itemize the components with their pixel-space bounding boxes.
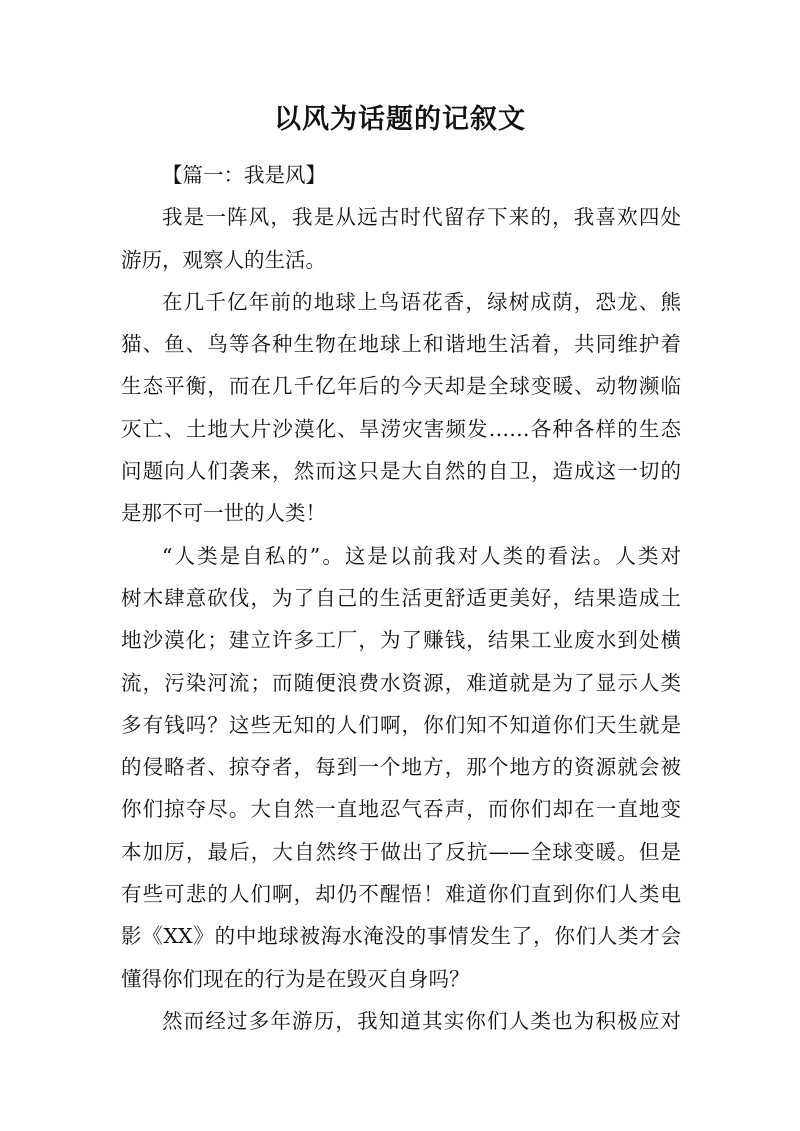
paragraph-line: 有些可悲的人们啊，却仍不醒悟！难道你们直到你们人类电 (121, 882, 681, 907)
document-title: 以风为话题的记叙文 (274, 104, 526, 135)
paragraph-line: 多有钱吗？这些无知的人们啊，你们知不知道你们天生就是 (121, 712, 681, 737)
paragraph-line: 的侵略者、掠夺者，每到一个地方，那个地方的资源就会被 (121, 755, 681, 780)
paragraph-line: 在几千亿年前的地球上鸟语花香，绿树成荫，恐龙、熊 (162, 289, 681, 314)
paragraph-line: 生态平衡，而在几千亿年后的今天却是全球变暖、动物濒临 (121, 374, 681, 399)
paragraph-line: 问题向人们袭来，然而这只是大自然的自卫，造成这一切的 (121, 459, 681, 484)
paragraph-line: 猫、鱼、鸟等各种生物在地球上和谐地生活着，共同维护着 (121, 332, 681, 357)
paragraph-line: 树木肆意砍伐，为了自己的生活更舒适更美好，结果造成土 (121, 585, 681, 610)
paragraph-line: 地沙漠化；建立许多工厂，为了赚钱，结果工业废水到处横 (121, 628, 681, 653)
paragraph-line: 本加厉，最后，大自然终于做出了反抗——全球变暖。但是 (121, 839, 681, 864)
section-heading: 【篇一：我是风】 (162, 163, 326, 187)
paragraph-line: 灭亡、土地大片沙漠化、旱涝灾害频发……各种各样的生态 (121, 416, 681, 441)
document-body (121, 154, 681, 1042)
paragraph-line: 影《XX》的中地球被海水淹没的事情发生了，你们人类才会 (121, 924, 681, 949)
paragraph-line: 我是一阵风，我是从远古时代留存下来的，我喜欢四处 (162, 205, 681, 230)
paragraph-line: 然而经过多年游历，我知道其实你们人类也为积极应对 (162, 1008, 681, 1033)
paragraph-line: “人类是自私的”。这是以前我对人类的看法。人类对 (162, 543, 681, 568)
paragraph-line: 流，污染河流；而随便浪费水资源，难道就是为了显示人类 (121, 670, 681, 695)
paragraph-line: 懂得你们现在的行为是在毁灭自身吗？ (121, 966, 470, 991)
paragraph-line: 你们掠夺尽。大自然一直地忍气吞声，而你们却在一直地变 (121, 797, 681, 822)
paragraph-line: 是那不可一世的人类！ (121, 501, 326, 526)
paragraph-line: 游历，观察人的生活。 (121, 247, 326, 272)
